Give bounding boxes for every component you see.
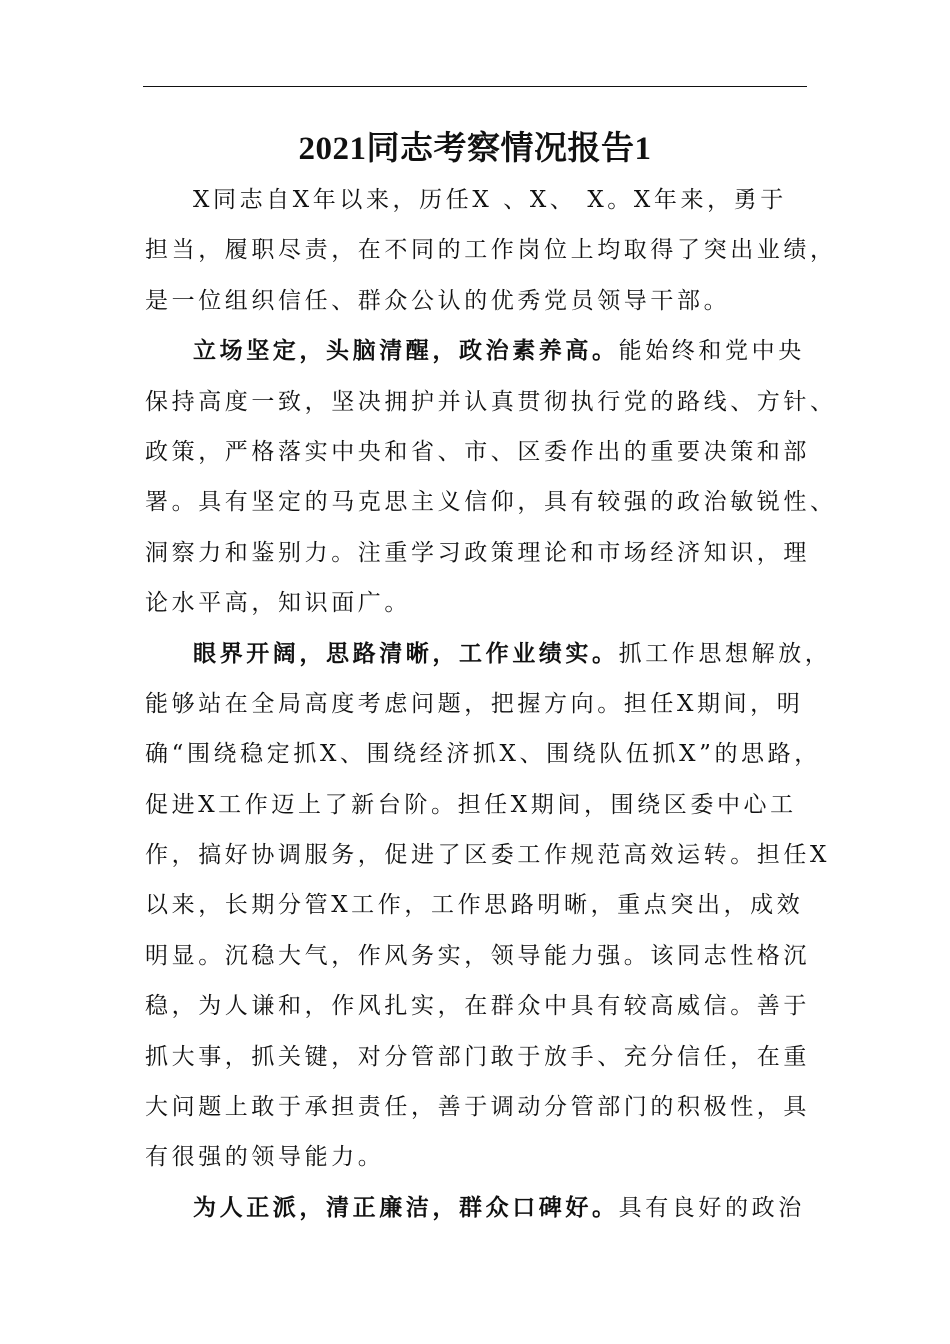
text-line: 以来，长期分管X工作，工作思路明晰，重点突出，成效	[145, 892, 804, 919]
text-line: 担当，履职尽责，在不同的工作岗位上均取得了突出业绩，	[145, 237, 837, 264]
text-line: 是一位组织信任、群众公认的优秀党员领导干部。	[145, 287, 731, 314]
paragraph-lead-heading: 为人正派，清正廉洁，群众口碑好。	[193, 1193, 619, 1221]
text-line	[145, 326, 807, 376]
text-line: 政策，严格落实中央和省、市、区委作出的重要决策和部	[145, 438, 810, 465]
text-line: 稳，为人谦和，作风扎实，在群众中具有较高威信。善于	[145, 993, 810, 1020]
paragraph-lead-heading: 眼界开阔，思路清晰，工作业绩实。	[193, 639, 619, 667]
text-line: 促进X工作迈上了新台阶。担任X期间，围绕区委中心工	[145, 791, 797, 818]
document-body	[145, 175, 837, 1233]
text-line-rest: 具有良好的政治	[618, 1194, 805, 1221]
text-line	[145, 629, 832, 679]
text-line: 明显。沉稳大气，作风务实，领导能力强。该同志性格沉	[145, 942, 810, 969]
text-line	[145, 1183, 807, 1233]
page-title: 2021同志考察情况报告1	[298, 131, 652, 167]
text-line: 能够站在全局高度考虑问题，把握方向。担任X期间，明	[145, 690, 804, 717]
text-line: 抓大事，抓关键，对分管部门敢于放手、充分信任，在重	[145, 1043, 810, 1070]
paragraph-integrity	[145, 1183, 807, 1233]
text-line: 洞察力和鉴别力。注重学习政策理论和市场经济知识，理	[145, 539, 810, 566]
text-line-rest: 抓工作思想解放，	[618, 640, 832, 667]
paragraph-lead-heading: 立场坚定，头脑清醒，政治素养高。	[193, 337, 619, 365]
text-line: 论水平高，知识面广。	[145, 590, 411, 617]
text-line: X同志自X年以来，历任X 、X、 X。X年来，勇于	[193, 187, 787, 213]
text-line: 有很强的领导能力。	[145, 1144, 385, 1171]
text-line: 确“围绕稳定抓X、围绕经济抓X、围绕队伍抓X”的思路，	[145, 741, 821, 768]
paragraph-political-stance	[145, 326, 837, 628]
text-line: 保持高度一致，坚决拥护并认真贯彻执行党的路线、方针、	[145, 388, 837, 415]
paragraph-intro	[145, 175, 837, 326]
text-line: 署。具有坚定的马克思主义信仰，具有较强的政治敏锐性、	[145, 489, 837, 516]
text-line-rest: 能始终和党中央	[618, 338, 805, 365]
text-line: 大问题上敢于承担责任，善于调动分管部门的积极性，具	[145, 1094, 810, 1121]
header-rule	[143, 86, 807, 87]
text-line: 作，搞好协调服务，促进了区委工作规范高效运转。担任X	[145, 842, 830, 869]
paragraph-vision-performance	[145, 629, 832, 1183]
